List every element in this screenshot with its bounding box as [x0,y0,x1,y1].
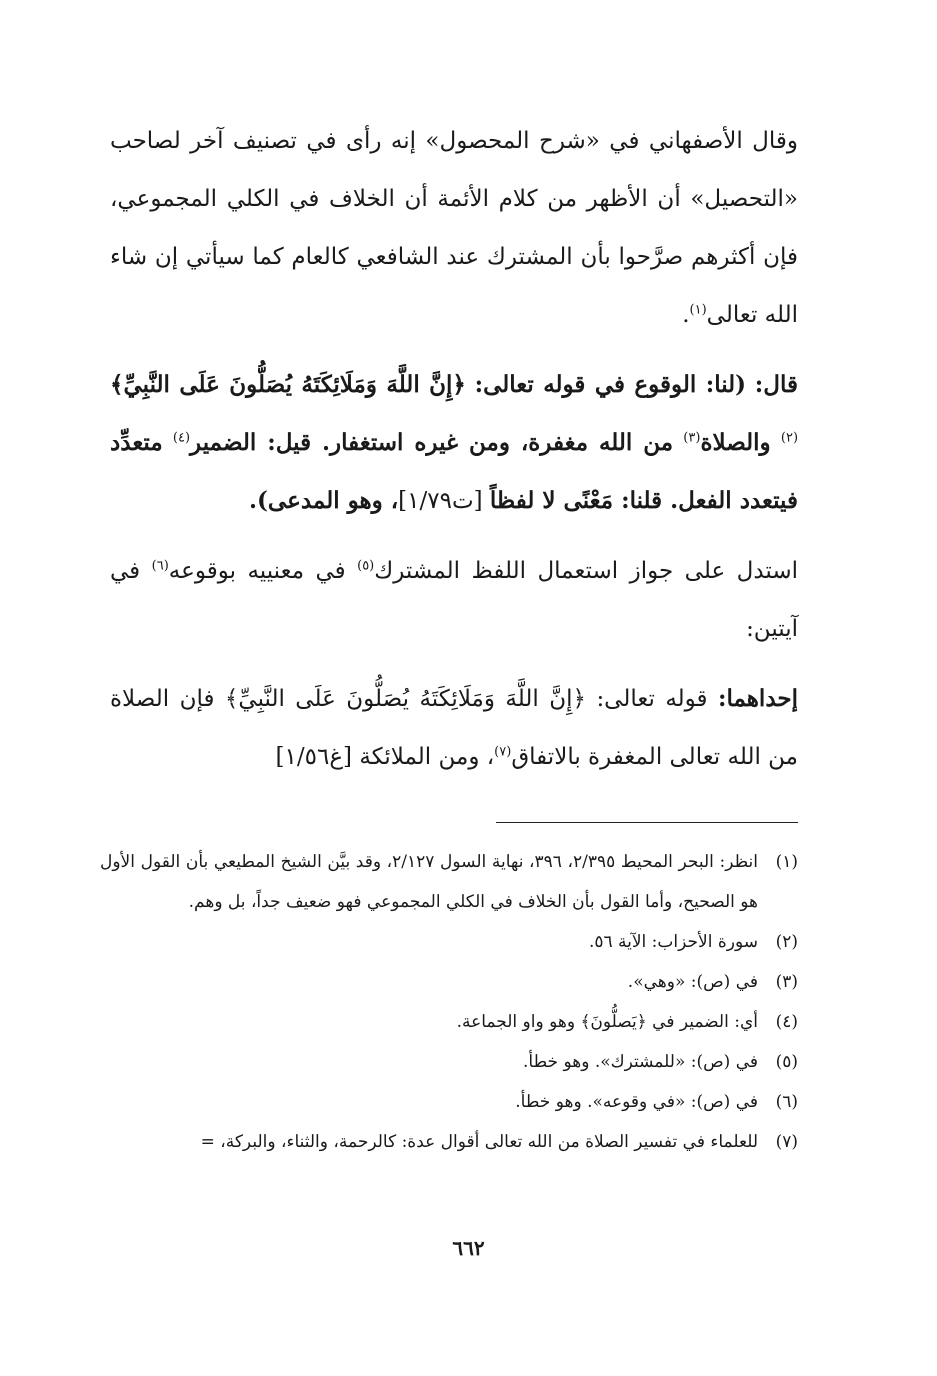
footnote-text: في (ص): «للمشترك». وهو خطأ. [523,1052,758,1072]
footnote-6 [100,1082,798,1122]
footnote-ref-2[interactable]: (٢) [780,430,799,446]
footnote-text: في (ص): «في وقوعه». وهو خطأ. [515,1092,758,1112]
footnote-text: في (ص): «وهي». [627,972,758,992]
footnote-ref-1[interactable]: (١) [689,302,707,318]
main-text [110,112,798,798]
paragraph-2-part-e: ، وهو المدعى). [249,487,399,514]
qal-label: قال: [754,371,799,398]
footnote-text: انظر: البحر المحيط ٢/٣٩٥، ٣٩٦، نهاية السول ٢/١٢٧، وقد بيَّن الشيخ المطيعي بأن القول الأول هو الصحيح، وأما القول بأن الخلاف في الكلي المجموعي فهو ضعيف جداً، بل وهم. [100,852,758,912]
paragraph-3-part-a: استدل على جواز استعمال اللفظ المشترك [374,558,799,584]
footnote-ref-4[interactable]: (٤) [172,430,191,446]
paragraph-2 [110,356,798,530]
page-number: ٦٦٢ [452,1236,485,1260]
footnote-number: (٧) [775,1132,798,1152]
footnote-number: (١) [775,852,798,872]
footnote-number: (٤) [775,1012,798,1032]
footnote-ref-6[interactable]: (٦) [151,558,169,574]
footnote-3 [100,962,798,1002]
footnote-ref-7[interactable]: (٧) [494,744,512,760]
footnote-1 [100,842,798,922]
manuscript-marker-1: [ت١/٧٩] [398,488,483,514]
paragraph-4-part-a: قوله تعالى: [596,686,708,712]
footnote-text: للعلماء في تفسير الصلاة من الله تعالى أقوال عدة: كالرحمة، والثناء، والبركة، = [200,1132,758,1152]
quran-verse-2: ﴿إِنَّ اللَّهَ وَمَلَائِكَتَهُ يُصَلُّونَ عَلَى النَّبِيِّ﴾ [224,686,586,712]
paragraph-1-end: . [682,302,690,328]
paragraph-3-part-b: في معنييه بوقوعه [168,558,346,584]
footnote-number: (٢) [775,932,798,952]
footnote-2 [100,922,798,962]
paragraph-1-text: وقال الأصفهاني في «شرح المحصول» إنه رأى في تصنيف آخر لصاحب «التحصيل» أن الأظهر من كلام الأئمة أن الخلاف في الكلي المجموعي، فإن أكثرهم صرَّحوا بأن المشترك عند الشافعي كالعام كما سيأتي إن شاء الله تعالى [110,128,798,328]
paragraph-1 [110,112,798,344]
quran-verse-1: ﴿إِنَّ اللَّهَ وَمَلَائِكَتَهُ يُصَلُّونَ عَلَى النَّبِيِّ﴾ [110,371,466,398]
footnotes [100,842,798,1162]
first-of-two-label: إحداهما: [718,685,798,712]
footnote-number: (٦) [775,1092,798,1112]
paragraph-2-part-a: (لنا: الوقوع في قوله تعالى: [474,371,747,398]
paragraph-4-part-b: فإن الصلاة من الله تعالى المغفرة بالاتفاق [110,686,798,770]
footnote-5 [100,1042,798,1082]
footnote-text: أي: الضمير في ﴿يَصلُّونَ﴾ وهو واو الجماعة. [456,1012,758,1032]
footnote-7 [100,1122,798,1162]
footnote-number: (٣) [775,972,798,992]
paragraph-3-part-c: في آيتين: [110,558,798,642]
footnote-ref-3[interactable]: (٣) [683,430,701,446]
paragraph-3 [110,542,798,658]
paragraph-4 [110,670,798,786]
footnote-number: (٥) [775,1052,798,1072]
paragraph-2-part-c: من الله مغفرة، ومن غيره استغفار. قيل: الضمير [190,429,674,456]
footnote-4 [100,1002,798,1042]
paragraph-2-part-b: والصلاة [700,429,771,456]
manuscript-marker-2: [غ١/٥٦] [275,744,353,770]
footnote-separator [496,822,798,823]
footnote-ref-5[interactable]: (٥) [357,558,375,574]
footnote-text: سورة الأحزاب: الآية ٥٦. [588,932,758,952]
paragraph-4-part-c: ، ومن الملائكة [359,744,495,770]
paragraph-2-part-d: متعدِّد فيتعدد الفعل. قلنا: مَعْنًى لا لفظاً [110,429,798,514]
